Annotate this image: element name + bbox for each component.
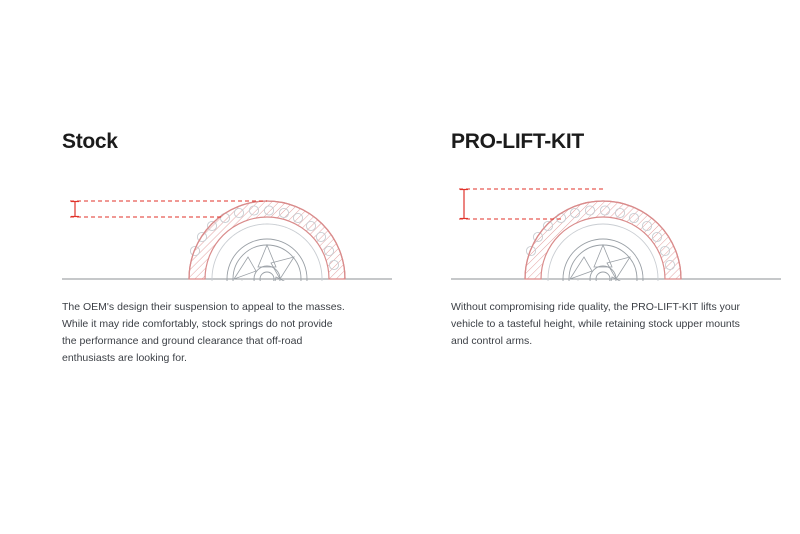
wheel-rim <box>227 239 307 281</box>
panel-body-pro-lift-kit: Without compromising ride quality, the PRO-LIFT-KIT lifts your vehicle to a tasteful height, while retaining stock upper mounts and control arms. <box>451 301 741 348</box>
ride-height-dimension <box>71 201 79 217</box>
panel-title-pro-lift-kit: PRO-LIFT-KIT <box>451 130 584 153</box>
wheel-rim <box>563 239 643 281</box>
figure-stock <box>62 171 392 281</box>
wheel-arch-illustration-pro-lift-kit <box>451 171 781 281</box>
panel-stock <box>62 130 392 367</box>
figure-pro-lift-kit <box>451 171 781 281</box>
panel-pro-lift-kit <box>451 130 781 350</box>
panel-title-stock: Stock <box>62 130 118 153</box>
panel-body-stock: The OEM's design their suspension to appeal to the masses. While it may ride comfortably, stock springs do not provide the performance and ground clearance that off-road enthusiasts are looking for. <box>62 301 345 365</box>
ride-height-dimension <box>460 189 468 219</box>
wheel-arch-illustration-stock <box>62 171 392 281</box>
